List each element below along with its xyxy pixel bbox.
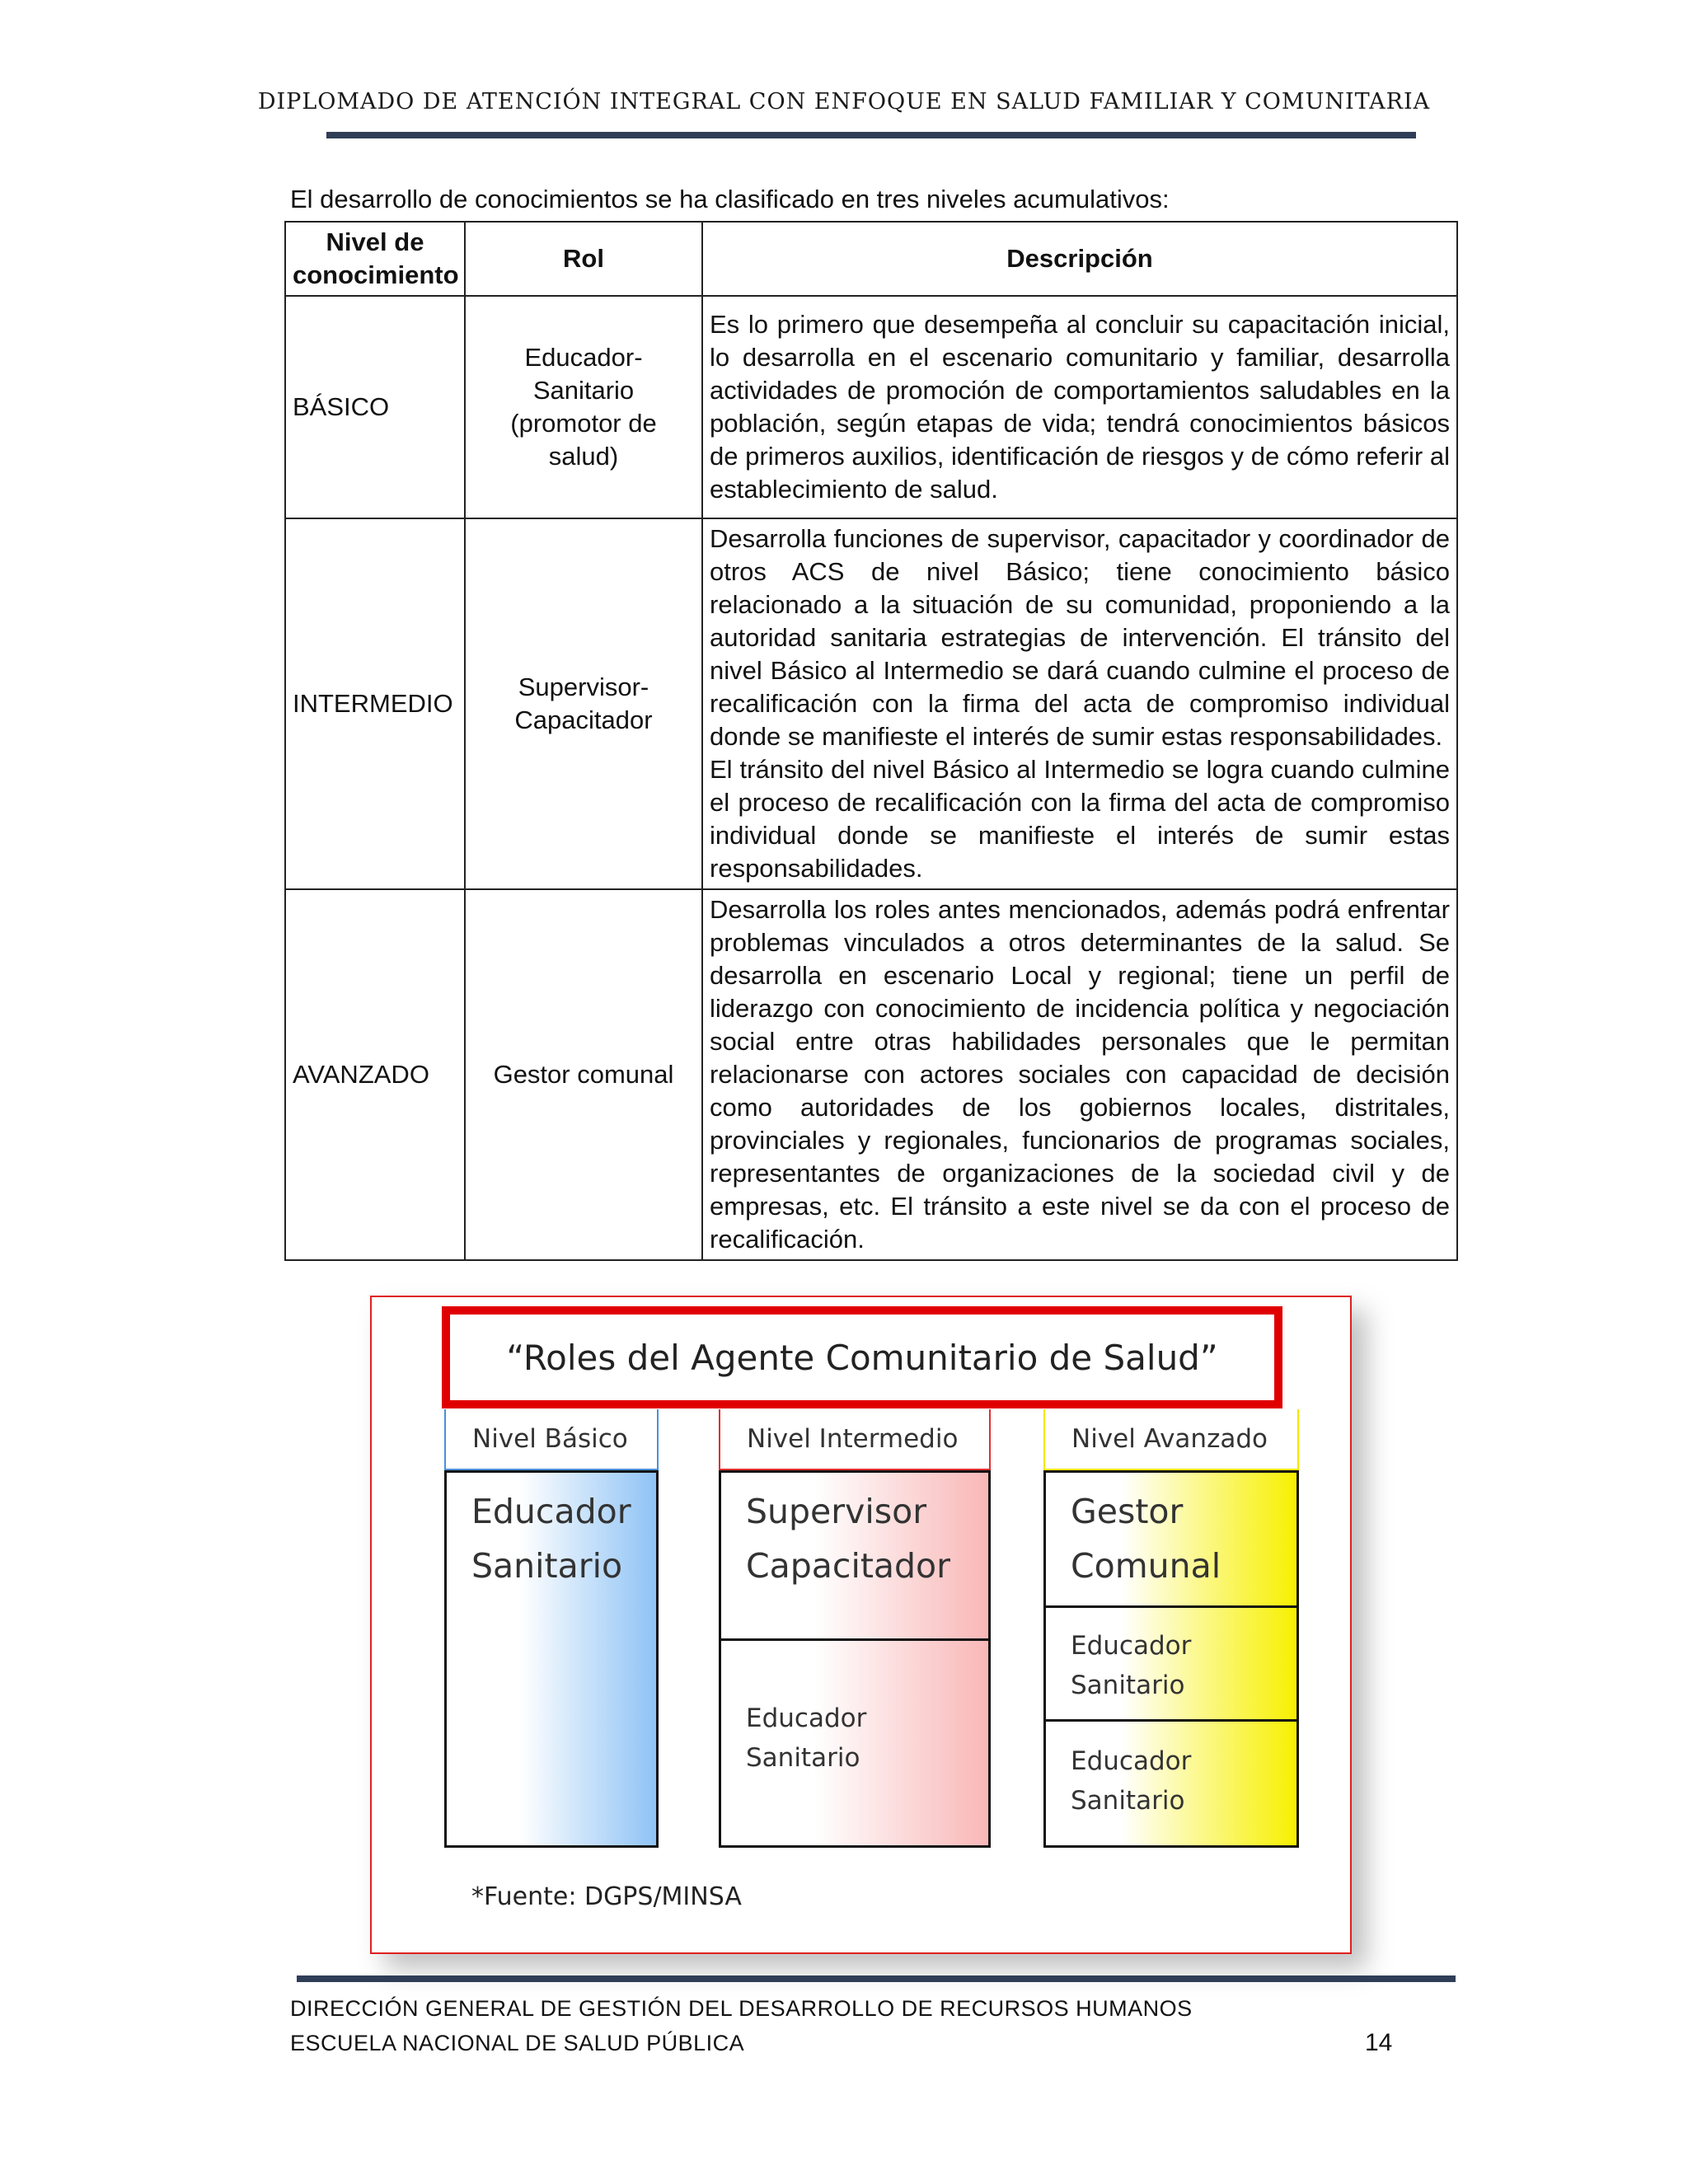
header-level bbox=[285, 222, 465, 296]
role-box-line1: Educador bbox=[1071, 1631, 1192, 1661]
header-level-line2: conocimiento bbox=[293, 260, 459, 289]
header-level-line1: Nivel de bbox=[326, 227, 424, 256]
role-box-line1: Educador bbox=[746, 1704, 867, 1733]
column-basic bbox=[444, 1470, 659, 1848]
page-header-title: DIPLOMADO DE ATENCIÓN INTEGRAL CON ENFOQUE EN SALUD FAMILIAR Y COMUNITARIA bbox=[257, 89, 1431, 115]
header-description: Descripción bbox=[702, 222, 1457, 296]
level-cell: BÁSICO bbox=[285, 296, 465, 518]
role-box-line1: Educador bbox=[1071, 1746, 1192, 1776]
role-box-gestor-comunal bbox=[1046, 1473, 1296, 1608]
header-divider bbox=[326, 132, 1416, 138]
role-box-educador-sanitario bbox=[721, 1641, 988, 1845]
knowledge-levels-table bbox=[284, 221, 1458, 1261]
role-box-line2: Sanitario bbox=[471, 1546, 623, 1586]
role-cell: Gestor comunal bbox=[465, 889, 702, 1260]
role-line2: Capacitador bbox=[514, 705, 653, 734]
page-number: 14 bbox=[1365, 2029, 1393, 2056]
role-box-educador-sanitario bbox=[1046, 1722, 1296, 1845]
role-line2: (promotor de salud) bbox=[510, 409, 657, 471]
role-box-line2: Sanitario bbox=[1071, 1671, 1185, 1700]
column-header-intermediate: Nivel Intermedio bbox=[719, 1409, 991, 1470]
description-cell: Es lo primero que desempeña al concluir su capacitación inicial, lo desarrolla en el escenario comunitario y familiar, desarrolla actividades de promoción de comportamientos saludables en la población, según etapas de vida; tendrá conocimientos básicos de primeros auxilios, identificación de riesgos y de cómo referir al establecimiento de salud. bbox=[702, 296, 1457, 518]
column-intermediate bbox=[719, 1470, 991, 1848]
roles-figure bbox=[370, 1296, 1352, 1954]
figure-title: “Roles del Agente Comunitario de Salud” bbox=[442, 1306, 1282, 1408]
table-header-row bbox=[285, 222, 1457, 296]
table-row bbox=[285, 296, 1457, 518]
intro-text: El desarrollo de conocimientos se ha clasificado en tres niveles acumulativos: bbox=[290, 185, 1170, 213]
role-box-line2: Capacitador bbox=[746, 1546, 951, 1586]
role-box-supervisor-capacitador bbox=[721, 1473, 988, 1641]
role-box-line1: Supervisor bbox=[746, 1492, 927, 1531]
header-role: Rol bbox=[465, 222, 702, 296]
level-cell: INTERMEDIO bbox=[285, 518, 465, 889]
column-advanced bbox=[1043, 1470, 1299, 1848]
description-paragraph-2: El tránsito del nivel Básico al Intermedio se logra cuando culmine el proceso de recalificación con la firma del acta de compromiso individual donde se manifieste el interés de sumir estas responsabilidades. bbox=[710, 755, 1450, 883]
footer-school: ESCUELA NACIONAL DE SALUD PÚBLICA bbox=[290, 2031, 745, 2055]
role-box-line2: Comunal bbox=[1071, 1546, 1221, 1586]
role-box-line2: Sanitario bbox=[746, 1743, 860, 1773]
role-box-line2: Sanitario bbox=[1071, 1786, 1185, 1816]
role-cell bbox=[465, 296, 702, 518]
figure-source: *Fuente: DGPS/MINSA bbox=[471, 1882, 742, 1911]
footer-institution: DIRECCIÓN GENERAL DE GESTIÓN DEL DESARROLLO DE RECURSOS HUMANOS bbox=[290, 1996, 1193, 2021]
level-cell: AVANZADO bbox=[285, 889, 465, 1260]
table-row bbox=[285, 889, 1457, 1260]
description-cell: Desarrolla los roles antes mencionados, además podrá enfrentar problemas vinculados a otros determinantes de la salud. Se desarrolla en escenario Local y regional; tiene un perfil de liderazgo con conocimiento de incidencia política y negociación social entre otras habilidades personales que le permitan relacionarse con actores sociales con capacidad de decisión como autoridades de los gobiernos locales, distritales, provinciales y regionales, funcionarios de programas sociales, representantes de organizaciones de la sociedad civil y de empresas, etc. El tránsito a este nivel se da con el proceso de recalificación. bbox=[702, 889, 1457, 1260]
role-box-educador-sanitario bbox=[447, 1473, 656, 1845]
role-box-line1: Gestor bbox=[1071, 1492, 1184, 1531]
column-header-basic: Nivel Básico bbox=[444, 1409, 659, 1470]
role-box-line1: Educador bbox=[471, 1492, 631, 1531]
role-cell bbox=[465, 518, 702, 889]
role-box-educador-sanitario bbox=[1046, 1608, 1296, 1722]
role-line1: Supervisor- bbox=[518, 673, 649, 701]
role-line1: Educador- Sanitario bbox=[524, 343, 643, 405]
footer-divider bbox=[297, 1975, 1456, 1982]
description-paragraph: Desarrolla funciones de supervisor, capacitador y coordinador de otros ACS de nivel Básico; tiene conocimiento básico relacionado a la situación de su comunidad, proponiendo a la autoridad sanitaria estrategias de intervención. El tránsito del nivel Básico al Intermedio se dará cuando culmine el proceso de recalificación con la firma del acta de compromiso individual donde se manifieste el interés de sumir estas responsabilidades. bbox=[710, 524, 1450, 751]
table-row bbox=[285, 518, 1457, 889]
description-cell bbox=[702, 518, 1457, 889]
column-header-advanced: Nivel Avanzado bbox=[1043, 1409, 1299, 1470]
